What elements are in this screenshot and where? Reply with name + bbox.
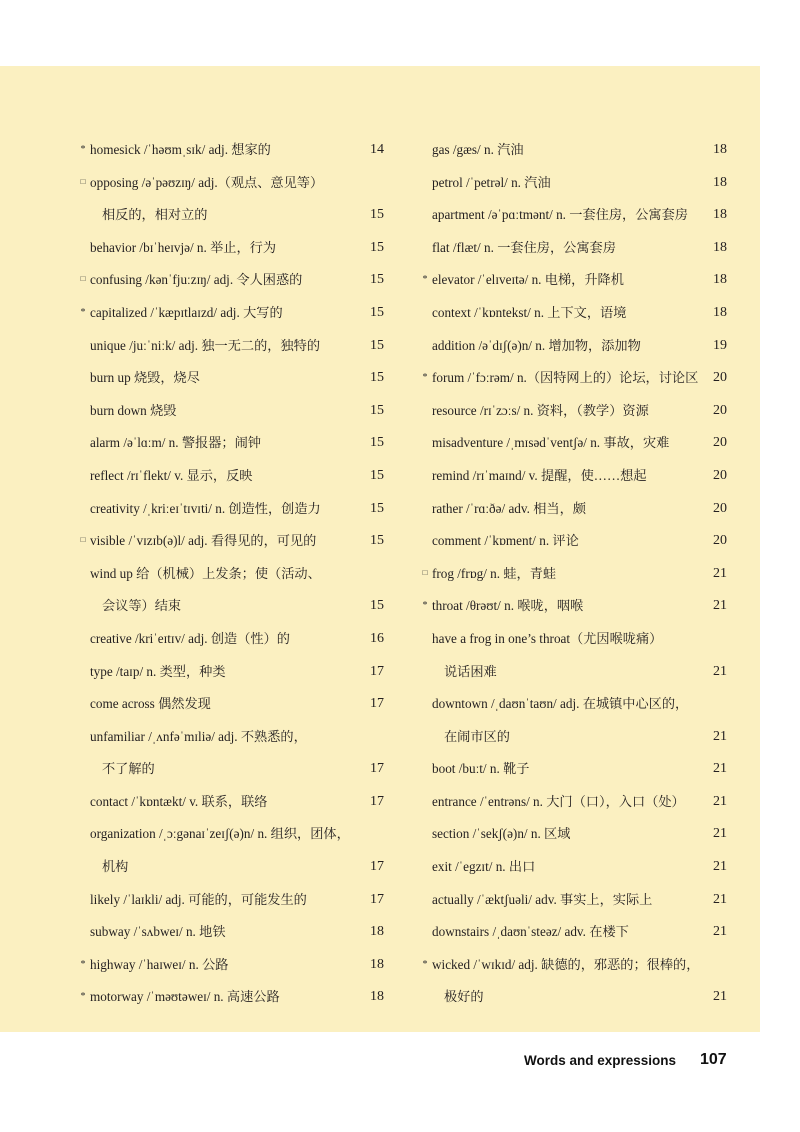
- vocab-entry-text: unfamiliar /ˌʌnfəˈmɪliə/ adj. 不熟悉的，: [90, 728, 307, 744]
- vocab-entry: [78, 232, 384, 265]
- vocab-entry-text: visible /ˈvɪzɪb(ə)l/ adj. 看得见的，可见的: [90, 533, 317, 549]
- vocab-page-ref: 21: [713, 761, 727, 777]
- vocab-entry: [78, 297, 384, 330]
- vocab-entry: [78, 818, 384, 851]
- vocab-entry: [420, 916, 727, 949]
- vocab-entry-text: confusing /kənˈfjuːzɪŋ/ adj. 令人困惑的: [90, 272, 303, 288]
- vocab-entry: [420, 134, 727, 167]
- vocab-page-ref: 18: [713, 142, 727, 157]
- vocab-entry-text: exit /ˈegzɪt/ n. 出口: [432, 859, 536, 875]
- vocab-entry: [78, 460, 384, 493]
- vocab-entry: [420, 297, 727, 330]
- vocab-entry-text: motorway /ˈməʊtəweɪ/ n. 高速公路: [90, 989, 280, 1005]
- vocab-page-ref: 18: [370, 956, 384, 972]
- vocab-entry-text: type /taɪp/ n. 类型，种类: [90, 663, 226, 679]
- vocab-entry: [78, 656, 384, 689]
- vocab-page-ref: 19: [713, 337, 727, 353]
- vocab-entry: [420, 949, 727, 982]
- vocab-entry: [78, 623, 384, 656]
- vocab-entry: [78, 558, 384, 591]
- vocab-page-ref: 18: [713, 207, 727, 223]
- vocab-entry-text: elevator /ˈelɪveɪtə/ n. 电梯，升降机: [432, 272, 624, 288]
- square-marker-icon: □: [80, 176, 86, 186]
- vocab-page-ref: 15: [370, 304, 384, 320]
- vocab-entry-text: opposing /əˈpəʊzɪŋ/ adj.（观点、意见等）: [90, 174, 324, 190]
- vocab-page-ref: 14: [370, 142, 384, 157]
- vocab-entry-continuation: [420, 656, 727, 689]
- vocab-page-ref: 18: [713, 272, 727, 288]
- vocab-entry-text: petrol /ˈpetrəl/ n. 汽油: [432, 174, 551, 190]
- vocab-entry: [420, 395, 727, 428]
- vocab-page-ref: 18: [370, 989, 384, 1005]
- vocab-entry-continuation: [78, 199, 384, 232]
- vocab-entry: [420, 525, 727, 558]
- vocab-entry-text: context /ˈkɒntekst/ n. 上下文，语境: [432, 304, 627, 320]
- vocab-entry: [78, 721, 384, 754]
- vocab-entry-text: gas /gæs/ n. 汽油: [432, 142, 524, 157]
- vocab-entry: [78, 493, 384, 526]
- asterisk-marker-icon: *: [422, 600, 428, 612]
- vocab-page-ref: 17: [370, 761, 384, 777]
- vocab-entry: [78, 395, 384, 428]
- vocab-entry-text: 相反的，相对立的: [102, 207, 208, 223]
- vocab-page-ref: 20: [713, 370, 727, 386]
- vocab-page-ref: 18: [713, 239, 727, 255]
- vocab-page-ref: 16: [370, 630, 384, 646]
- vocab-entry-text: flat /flæt/ n. 一套住房，公寓套房: [432, 239, 616, 255]
- vocab-page-ref: 15: [370, 337, 384, 353]
- vocab-entry-text: alarm /əˈlɑːm/ n. 警报器；闹钟: [90, 435, 261, 451]
- vocab-page-ref: 20: [713, 500, 727, 516]
- vocab-page-ref: 21: [713, 826, 727, 842]
- vocab-entry-text: 说话困难: [444, 663, 497, 679]
- vocab-entry-text: actually /ˈæktʃuəli/ adv. 事实上，实际上: [432, 891, 653, 907]
- vocab-entry: [420, 753, 727, 786]
- vocab-entry-text: misadventure /ˌmɪsədˈventʃə/ n. 事故，灾难: [432, 435, 670, 451]
- vocab-entry: [78, 134, 384, 167]
- vocab-page-ref: 15: [370, 370, 384, 386]
- vocab-entry-text: contact /ˈkɒntækt/ v. 联系，联络: [90, 793, 268, 809]
- vocab-entry: [420, 264, 727, 297]
- vocab-entry: [420, 493, 727, 526]
- vocab-page-ref: 17: [370, 859, 384, 875]
- vocab-page-ref: 21: [713, 598, 727, 614]
- vocab-entry: [420, 362, 727, 395]
- vocab-page-ref: 20: [713, 402, 727, 418]
- vocab-entry-text: creative /kriˈeɪtɪv/ adj. 创造（性）的: [90, 630, 290, 646]
- vocab-entry-text: come across 偶然发现: [90, 696, 211, 712]
- vocab-entry: [420, 232, 727, 265]
- vocab-page-ref: 15: [370, 533, 384, 549]
- vocab-page-ref: 18: [370, 924, 384, 940]
- vocab-entry-text: homesick /ˈhəʊmˌsɪk/ adj. 想家的: [90, 142, 271, 157]
- vocab-entry: [420, 818, 727, 851]
- vocab-entry-continuation: [420, 721, 727, 754]
- vocab-page-ref: 18: [713, 174, 727, 190]
- vocab-entry-text: creativity /ˌkriːeɪˈtɪvɪti/ n. 创造性，创造力: [90, 500, 321, 516]
- vocab-page-ref: 20: [713, 435, 727, 451]
- vocab-entry-continuation: [78, 851, 384, 884]
- vocab-entry: [420, 688, 727, 721]
- vocab-entry: [78, 949, 384, 982]
- vocab-page-ref: 21: [713, 989, 727, 1005]
- square-marker-icon: □: [422, 567, 428, 577]
- vocab-entry-text: remind /rɪˈmaɪnd/ v. 提醒，使……想起: [432, 467, 647, 483]
- vocab-entry: [78, 786, 384, 819]
- vocab-entry: [78, 525, 384, 558]
- vocab-page-ref: 15: [370, 272, 384, 288]
- vocab-entry: [420, 427, 727, 460]
- vocab-page-ref: 18: [713, 304, 727, 320]
- vocab-entry: [420, 884, 727, 917]
- vocab-entry-text: wicked /ˈwɪkɪd/ adj. 缺德的，邪恶的；很棒的，: [432, 956, 700, 972]
- vocab-entry-text: rather /ˈrɑːðə/ adv. 相当，颇: [432, 500, 586, 516]
- vocab-entry-text: wind up 给（机械）上发条；使（活动、: [90, 565, 321, 581]
- vocab-entry: [420, 623, 727, 656]
- asterisk-marker-icon: *: [80, 958, 86, 970]
- vocabulary-column-right: [420, 134, 727, 1014]
- vocab-entry-continuation: [78, 753, 384, 786]
- vocab-entry-text: comment /ˈkɒment/ n. 评论: [432, 533, 579, 549]
- vocab-entry-text: addition /əˈdɪʃ(ə)n/ n. 增加物，添加物: [432, 337, 641, 353]
- vocab-entry: [78, 167, 384, 200]
- vocab-page-ref: 20: [713, 533, 727, 549]
- vocab-page-ref: 15: [370, 239, 384, 255]
- vocab-entry-text: downstairs /ˌdaʊnˈsteəz/ adv. 在楼下: [432, 924, 629, 940]
- vocab-entry-text: 极好的: [444, 989, 484, 1005]
- vocab-entry-continuation: [420, 981, 727, 1014]
- vocab-page-ref: 15: [370, 402, 384, 418]
- vocab-entry: [420, 851, 727, 884]
- vocab-page-ref: 21: [713, 859, 727, 875]
- vocab-entry-text: highway /ˈhaɪweɪ/ n. 公路: [90, 956, 229, 972]
- page-number: 107: [700, 1051, 727, 1068]
- vocab-entry-text: 机构: [102, 859, 129, 875]
- vocab-page-ref: 21: [713, 663, 727, 679]
- vocab-page-ref: 15: [370, 500, 384, 516]
- vocab-page-ref: 15: [370, 467, 384, 483]
- vocab-page-ref: 17: [370, 663, 384, 679]
- vocabulary-column-left: [78, 134, 384, 1014]
- vocab-entry-text: have a frog in one’s throat（尤因喉咙痛）: [432, 630, 663, 646]
- vocab-entry-text: frog /frɒg/ n. 蛙，青蛙: [432, 565, 557, 581]
- vocab-entry: [420, 167, 727, 200]
- vocab-entry-text: reflect /rɪˈflekt/ v. 显示，反映: [90, 467, 253, 483]
- asterisk-marker-icon: *: [422, 958, 428, 970]
- vocab-entry-text: 会议等）结束: [102, 598, 182, 614]
- vocab-page-ref: 21: [713, 565, 727, 581]
- vocab-entry: [78, 427, 384, 460]
- vocab-entry: [78, 688, 384, 721]
- vocab-entry-text: throat /θrəʊt/ n. 喉咙，咽喉: [432, 598, 584, 614]
- vocab-page-ref: 20: [713, 467, 727, 483]
- vocab-page-ref: 21: [713, 891, 727, 907]
- square-marker-icon: □: [80, 274, 86, 284]
- vocab-entry-text: unique /juːˈniːk/ adj. 独一无二的，独特的: [90, 337, 321, 353]
- vocab-entry-text: capitalized /ˈkæpɪtlaɪzd/ adj. 大写的: [90, 304, 283, 320]
- footer-title: Words and expressions: [524, 1053, 677, 1068]
- asterisk-marker-icon: *: [80, 144, 86, 155]
- vocab-entry: [420, 460, 727, 493]
- vocab-entry: [78, 264, 384, 297]
- vocab-page-ref: 15: [370, 207, 384, 223]
- vocab-entry: [420, 558, 727, 591]
- vocab-entry: [78, 884, 384, 917]
- asterisk-marker-icon: *: [422, 274, 428, 286]
- vocab-page-ref: 21: [713, 793, 727, 809]
- vocab-entry-text: burn up 烧毁，烧尽: [90, 370, 200, 386]
- vocab-entry-text: 在闹市区的: [444, 728, 510, 744]
- vocab-page-ref: 17: [370, 793, 384, 809]
- vocab-entry-text: subway /ˈsʌbweɪ/ n. 地铁: [90, 924, 226, 940]
- vocab-entry: [78, 916, 384, 949]
- vocab-page-ref: 15: [370, 598, 384, 614]
- asterisk-marker-icon: *: [80, 991, 86, 1003]
- vocab-entry-text: 不了解的: [102, 761, 155, 777]
- vocab-page-ref: 21: [713, 924, 727, 940]
- vocab-entry-continuation: [78, 590, 384, 623]
- vocab-entry-text: boot /buːt/ n. 靴子: [432, 761, 530, 777]
- vocab-entry-text: apartment /əˈpɑːtmənt/ n. 一套住房，公寓套房: [432, 207, 688, 223]
- vocab-entry: [420, 786, 727, 819]
- vocab-entry-text: burn down 烧毁: [90, 402, 177, 418]
- vocab-entry: [78, 362, 384, 395]
- vocab-page-ref: 21: [713, 728, 727, 744]
- vocab-entry: [420, 330, 727, 363]
- vocab-page-ref: 17: [370, 891, 384, 907]
- vocab-entry: [78, 330, 384, 363]
- vocab-entry-text: organization /ˌɔːgənaɪˈzeɪʃ(ə)n/ n. 组织，团体，: [90, 826, 350, 842]
- vocab-entry-text: downtown /ˌdaʊnˈtaʊn/ adj. 在城镇中心区的，: [432, 696, 689, 712]
- vocab-entry: [420, 199, 727, 232]
- vocab-entry-text: likely /ˈlaɪkli/ adj. 可能的，可能发生的: [90, 891, 307, 907]
- asterisk-marker-icon: *: [80, 306, 86, 318]
- vocab-entry: [420, 590, 727, 623]
- square-marker-icon: □: [80, 535, 86, 545]
- vocab-entry-text: resource /rɪˈzɔːs/ n. 资料，（教学）资源: [432, 402, 649, 418]
- asterisk-marker-icon: *: [422, 372, 428, 384]
- vocab-entry: [78, 981, 384, 1014]
- vocab-page-ref: 17: [370, 696, 384, 712]
- vocab-entry-text: behavior /bɪˈheɪvjə/ n. 举止，行为: [90, 239, 277, 255]
- vocab-entry-text: section /ˈsekʃ(ə)n/ n. 区域: [432, 826, 571, 842]
- vocab-page-ref: 15: [370, 435, 384, 451]
- vocab-entry-text: entrance /ˈentrəns/ n. 大门（口），入口（处）: [432, 793, 685, 809]
- vocab-entry-text: forum /ˈfɔːrəm/ n.（因特网上的）论坛，讨论区: [432, 370, 699, 386]
